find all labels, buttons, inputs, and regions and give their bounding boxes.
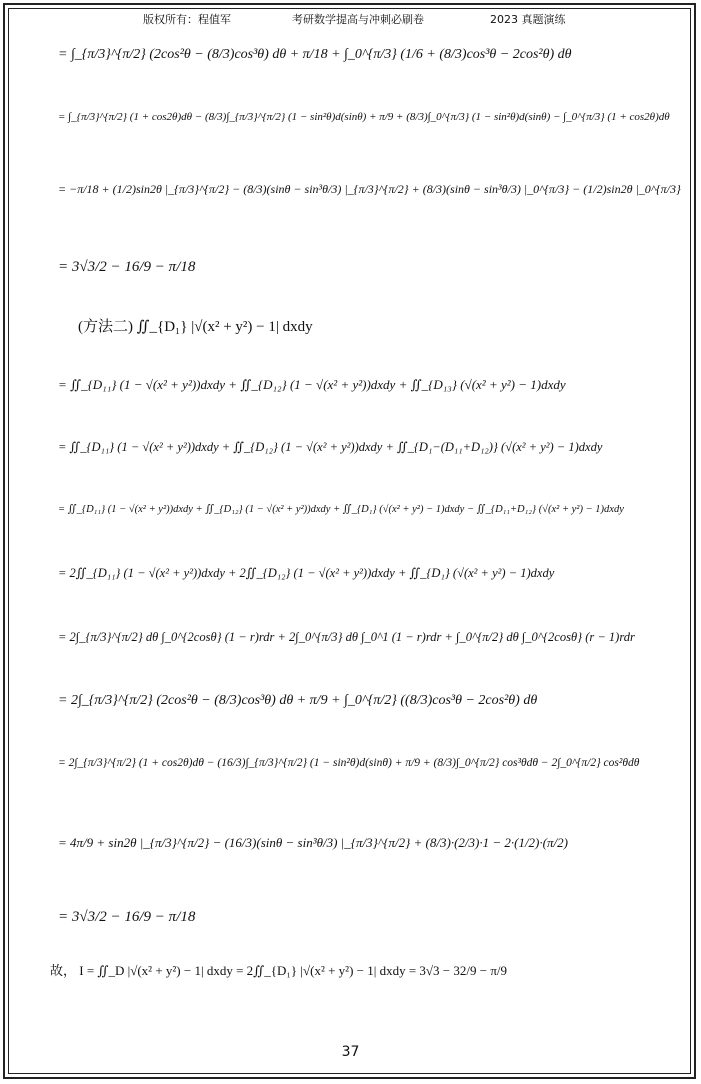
equation-line-6: = ∬_{D₁₁} (1 − √(x² + y²))dxdy + ∬_{D₁₂} (1 − √(x² + y²))dxdy + ∬_{D₁₃} (√(x² + y²) − 1)dxdy bbox=[58, 377, 566, 392]
equation-line-2: = ∫_{π/3}^{π/2} (1 + cos2θ)dθ − (8/3)∫_{π/3}^{π/2} (1 − sin²θ)d(sinθ) + π/9 + (8/3)∫_0^{π/3} (1 − sin²θ)d(sinθ) − ∫_0^{π/3} (1 + cos2θ)dθ bbox=[58, 111, 670, 123]
equation-line-9: = 2∬_{D₁₁} (1 − √(x² + y²))dxdy + 2∬_{D₁₂} (1 − √(x² + y²))dxdy + ∬_{D₁} (√(x² + y²) − 1)dxdy bbox=[58, 566, 555, 580]
header-section: 2023 真题演练 bbox=[490, 13, 566, 26]
page-number: 37 bbox=[341, 1044, 360, 1060]
equation-line-1: = ∫_{π/3}^{π/2} (2cos²θ − (8/3)cos³θ) dθ + π/18 + ∫_0^{π/3} (1/6 + (8/3)cos³θ − 2cos²θ) dθ bbox=[58, 47, 572, 62]
header-book-title: 考研数学提高与冲刺必刷卷 bbox=[292, 13, 424, 26]
method-two-heading: (方法二) ∬_{D₁} |√(x² + y²) − 1| dxdy bbox=[78, 319, 313, 335]
equation-line-10: = 2∫_{π/3}^{π/2} dθ ∫_0^{2cosθ} (1 − r)rdr + 2∫_0^{π/3} dθ ∫_0^1 (1 − r)rdr + ∫_0^{π/2} dθ ∫_0^{2cosθ} (r − 1)rdr bbox=[58, 630, 635, 644]
equation-line-13: = 4π/9 + sin2θ |_{π/3}^{π/2} − (16/3)(sinθ − sin³θ/3) |_{π/3}^{π/2} + (8/3)·(2/3)·1 − 2·(1/2)·(π/2) bbox=[58, 835, 568, 850]
equation-line-3: = −π/18 + (1/2)sin2θ |_{π/3}^{π/2} − (8/3)(sinθ − sin³θ/3) |_{π/3}^{π/2} + (8/3)(sinθ − sin³θ/3) |_0^{π/3} − (1/2)sin2θ |_0^{π/3} bbox=[58, 182, 681, 196]
equation-line-7: = ∬_{D₁₁} (1 − √(x² + y²))dxdy + ∬_{D₁₂} (1 − √(x² + y²))dxdy + ∬_{D₁−(D₁₁+D₁₂)} (√(x² + y²) − 1)dxdy bbox=[58, 440, 603, 454]
equation-line-8: = ∬_{D₁₁} (1 − √(x² + y²))dxdy + ∬_{D₁₂} (1 − √(x² + y²))dxdy + ∬_{D₁} (√(x² + y²) − 1)dxdy − ∬_{D₁₁+D₁₂} (√(x² + y²) − 1)dxdy bbox=[58, 504, 624, 515]
equation-line-12: = 2∫_{π/3}^{π/2} (1 + cos2θ)dθ − (16/3)∫_{π/3}^{π/2} (1 − sin²θ)d(sinθ) + π/9 + (8/3)∫_0^{π/2} cos³θdθ − 2∫_0^{π/2} cos²θdθ bbox=[58, 757, 640, 769]
equation-line-11: = 2∫_{π/3}^{π/2} (2cos²θ − (8/3)cos³θ) dθ + π/9 + ∫_0^{π/2} ((8/3)cos³θ − 2cos²θ) dθ bbox=[58, 693, 538, 708]
header-copyright: 版权所有：程值军 bbox=[143, 13, 231, 26]
equation-line-4: = 3√3/2 − 16/9 − π/18 bbox=[58, 259, 196, 275]
equation-line-14: = 3√3/2 − 16/9 − π/18 bbox=[58, 909, 196, 925]
conclusion-line: 故， I = ∬_D |√(x² + y²) − 1| dxdy = 2∬_{D₁} |√(x² + y²) − 1| dxdy = 3√3 − 32/9 − π/9 bbox=[50, 963, 507, 978]
